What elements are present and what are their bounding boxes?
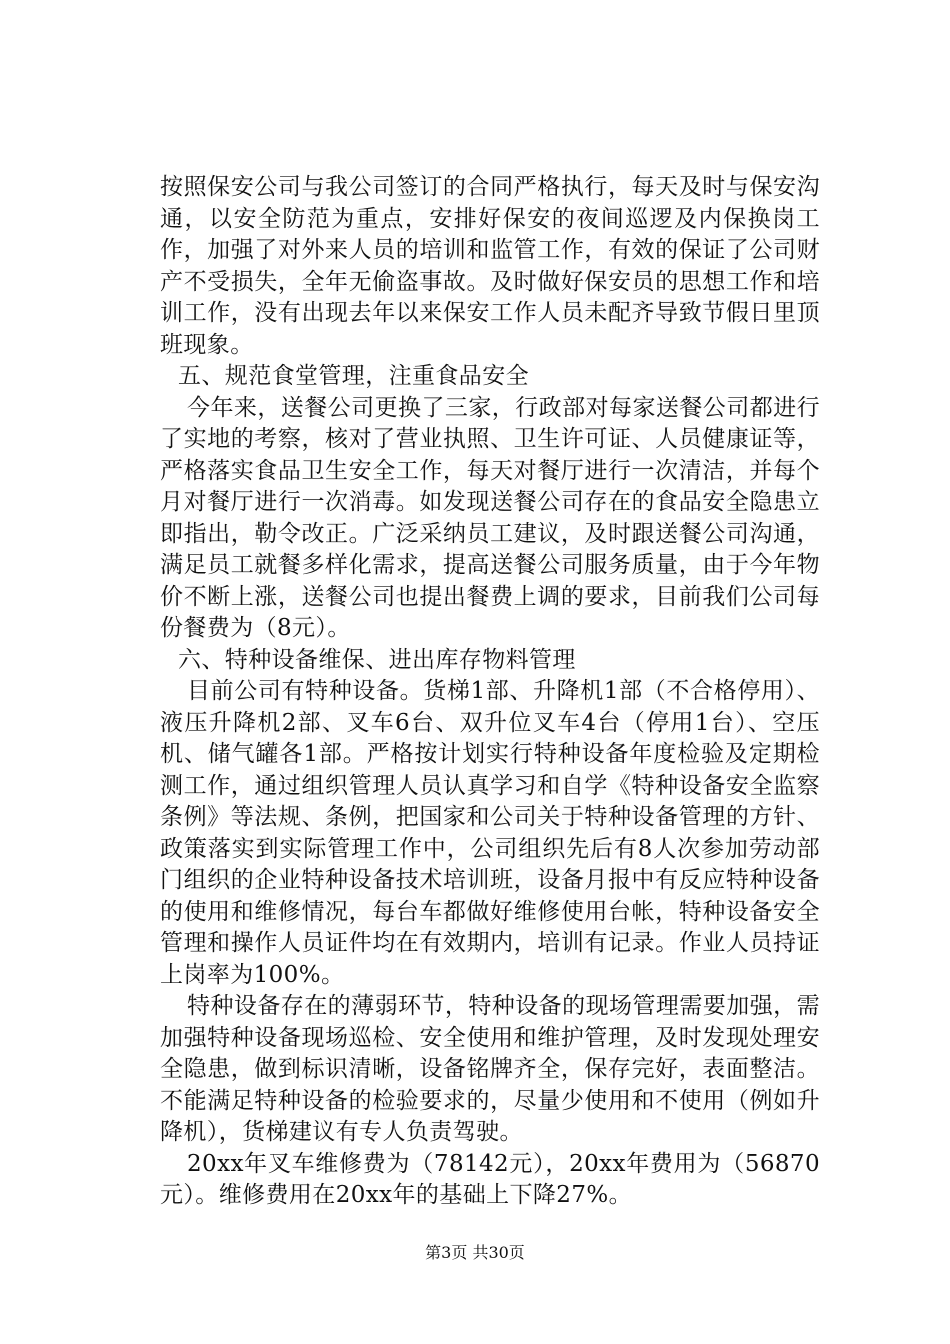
- paragraph-security: 按照保安公司与我公司签订的合同严格执行，每天及时与保安沟通，以安全防范为重点，安排好保安的夜间巡逻及内保换岗工作，加强了对外来人员的培训和监管工作，有效的保证了公司财产不受损失，全年无偷盗事故。及时做好保安员的思想工作和培训工作，没有出现去年以来保安工作人员未配齐导致节假日里顶班现象。: [160, 174, 820, 358]
- page-footer: 第3页 共30页: [425, 1243, 525, 1262]
- document-body: [160, 172, 820, 1212]
- section-heading-canteen: 五、规范食堂管理，注重食品安全: [178, 363, 529, 389]
- paragraph-equipment-inventory: 目前公司有特种设备。货梯1部、升降机1部（不合格停用）、液压升降机2部、叉车6台、双升位叉车4台（停用1台）、空压机、储气罐各1部。严格按计划实行特种设备年度检验及定期检测工作，通过组织管理人员认真学习和自学《特种设备安全监察条例》等法规、条例，把国家和公司关于特种设备管理的方针、政策落实到实际管理工作中，公司组织先后有8人次参加劳动部门组织的企业特种设备技术培训班，设备月报中有反应特种设备的使用和维修情况，每台车都做好维修使用台帐，特种设备安全管理和操作人员证件均在有效期内，培训有记录。作业人员持证上岗率为100%。: [160, 678, 820, 988]
- paragraph-canteen: 今年来，送餐公司更换了三家，行政部对每家送餐公司都进行了实地的考察，核对了营业执照、卫生许可证、人员健康证等，严格落实食品卫生安全工作，每天对餐厅进行一次清洁，并每个月对餐厅进行一次消毒。如发现送餐公司存在的食品安全隐患立即指出，勒令改正。广泛采纳员工建议，及时跟送餐公司沟通，满足员工就餐多样化需求，提高送餐公司服务质量，由于今年物价不断上涨，送餐公司也提出餐费上调的要求，目前我们公司每份餐费为（8元）。: [160, 394, 820, 641]
- paragraph-equipment-weakness: 特种设备存在的薄弱环节，特种设备的现场管理需要加强，需加强特种设备现场巡检、安全使用和维护管理，及时发现处理安全隐患，做到标识清晰，设备铭牌齐全，保存完好，表面整洁。不能满足特种设备的检验要求的，尽量少使用和不使用（例如升降机），货梯建议有专人负责驾驶。: [160, 993, 820, 1145]
- section-heading-special-equipment: 六、特种设备维保、进出库存物料管理: [178, 646, 576, 673]
- paragraph-forklift-costs: 20xx年叉车维修费为（78142元），20xx年费用为（56870元）。维修费用在20xx年的基础上下降27%。: [160, 1150, 820, 1208]
